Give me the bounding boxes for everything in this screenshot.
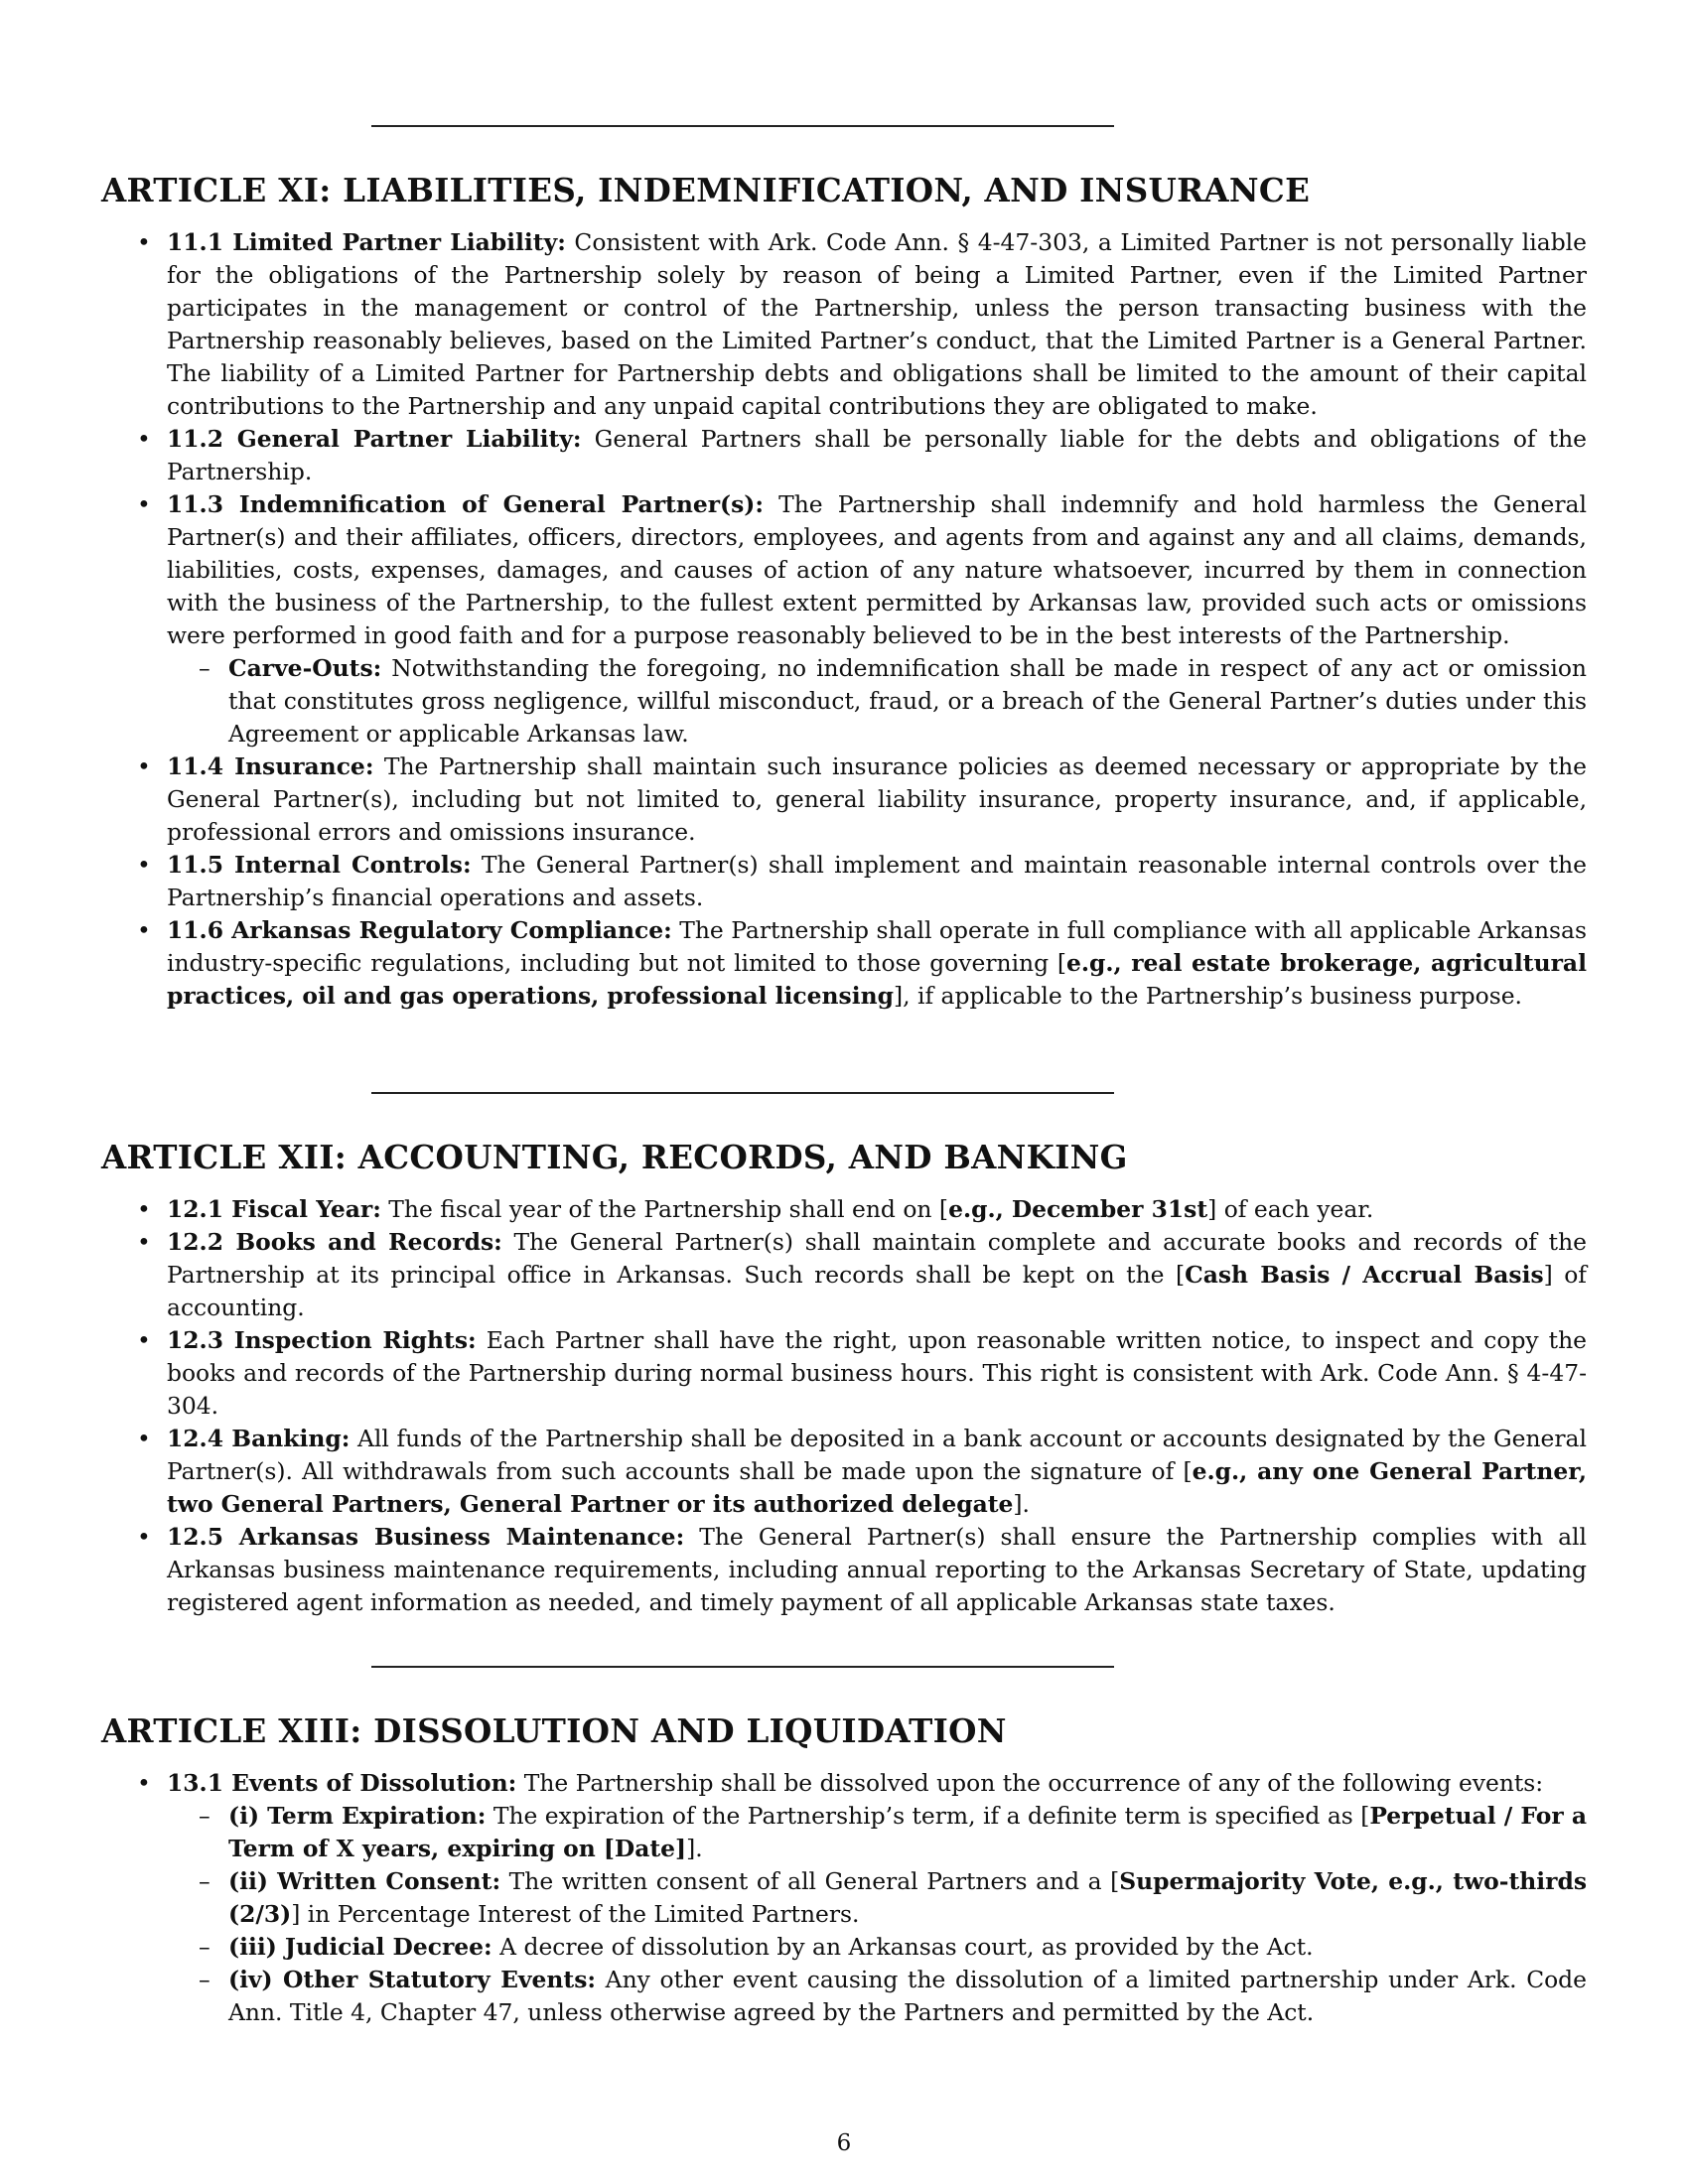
clause-11-3-carve-outs: – Carve-Outs: Notwithstanding the foregoing, no indemnification shall be made in respect of any act or omission that constitutes gross negligence, willful misconduct, fraud, or a breach of the General Partner’s duties under this Agreement or applicable Arkansas law. (101, 652, 1587, 751)
clause-12-2: • 12.2 Books and Records: The General Partner(s) shall maintain complete and accurate books and records of the Partnership at its principal office in Arkansas. Such records shall be kept on the [Cash Basis / Accrual Basis] of accounting. (101, 1226, 1587, 1324)
article-13-body (101, 1767, 1587, 2029)
clause-13-1-iv: – (iv) Other Statutory Events: Any other event causing the dissolution of a limited partnership under Ark. Code Ann. Title 4, Chapter 47, unless otherwise agreed by the Partners and permitted by the Act. (101, 1964, 1587, 2029)
article-11-body (101, 226, 1587, 1013)
article-11-heading: ARTICLE XI: LIABILITIES, INDEMNIFICATION, AND INSURANCE (101, 171, 1311, 209)
clause-13-1-i: – (i) Term Expiration: The expiration of the Partnership’s term, if a definite term is specified as [Perpetual / For a Term of X years, expiring on [Date]]. (101, 1800, 1587, 1865)
clause-11-6: • 11.6 Arkansas Regulatory Compliance: The Partnership shall operate in full compliance with all applicable Arkansas industry-specific regulations, including but not limited to those governing [e.g., real estate brokerage, agricultural practices, oil and gas operations, professional licensing], if applicable to the Partnership’s business purpose. (101, 914, 1587, 1013)
clause-12-4: • 12.4 Banking: All funds of the Partnership shall be deposited in a bank account or accounts designated by the General Partner(s). All withdrawals from such accounts shall be made upon the signature of [e.g., any one General Partner, two General Partners, General Partner or its authorized delegate]. (101, 1423, 1587, 1521)
clause-11-5: • 11.5 Internal Controls: The General Partner(s) shall implement and maintain reasonable internal controls over the Partnership’s financial operations and assets. (101, 849, 1587, 914)
article-12-heading: ARTICLE XII: ACCOUNTING, RECORDS, AND BANKING (101, 1138, 1128, 1176)
article-12-body (101, 1193, 1587, 1619)
clause-11-1: • 11.1 Limited Partner Liability: Consistent with Ark. Code Ann. § 4-47-303, a Limited Partner is not personally liable for the obligations of the Partnership solely by reason of being a Limited Partner, even if the Limited Partner participates in the management or control of the Partnership, unless the person transacting business with the Partnership reasonably believes, based on the Limited Partner’s conduct, that the Limited Partner is a General Partner. The liability of a Limited Partner for Partnership debts and obligations shall be limited to the amount of their capital contributions to the Partnership and any unpaid capital contributions they are obligated to make. (101, 226, 1587, 423)
clause-13-1-iii: – (iii) Judicial Decree: A decree of dissolution by an Arkansas court, as provided by the Act. (101, 1931, 1587, 1964)
section-divider (371, 1666, 1114, 1668)
clause-11-3: • 11.3 Indemnification of General Partner(s): The Partnership shall indemnify and hold harmless the General Partner(s) and their affiliates, officers, directors, employees, and agents from and against any and all claims, demands, liabilities, costs, expenses, damages, and causes of action of any nature whatsoever, incurred by them in connection with the business of the Partnership, to the fullest extent permitted by Arkansas law, provided such acts or omissions were performed in good faith and for a purpose reasonably believed to be in the best interests of the Partnership. (101, 488, 1587, 652)
section-divider (371, 125, 1114, 127)
article-13-heading: ARTICLE XIII: DISSOLUTION AND LIQUIDATION (101, 1711, 1007, 1750)
section-divider (371, 1092, 1114, 1094)
page-number: 6 (836, 2130, 852, 2156)
clause-13-1: • 13.1 Events of Dissolution: The Partnership shall be dissolved upon the occurrence of any of the following events: (101, 1767, 1587, 1800)
clause-11-4: • 11.4 Insurance: The Partnership shall maintain such insurance policies as deemed necessary or appropriate by the General Partner(s), including but not limited to, general liability insurance, property insurance, and, if applicable, professional errors and omissions insurance. (101, 751, 1587, 849)
clause-13-1-ii: – (ii) Written Consent: The written consent of all General Partners and a [Supermajority Vote, e.g., two-thirds (2/3)] in Percentage Interest of the Limited Partners. (101, 1865, 1587, 1931)
clause-12-1: • 12.1 Fiscal Year: The fiscal year of the Partnership shall end on [e.g., December 31st] of each year. (101, 1193, 1587, 1226)
clause-12-5: • 12.5 Arkansas Business Maintenance: The General Partner(s) shall ensure the Partnership complies with all Arkansas business maintenance requirements, including annual reporting to the Arkansas Secretary of State, updating registered agent information as needed, and timely payment of all applicable Arkansas state taxes. (101, 1521, 1587, 1619)
clause-11-2: • 11.2 General Partner Liability: General Partners shall be personally liable for the debts and obligations of the Partnership. (101, 423, 1587, 488)
clause-12-3: • 12.3 Inspection Rights: Each Partner shall have the right, upon reasonable written notice, to inspect and copy the books and records of the Partnership during normal business hours. This right is consistent with Ark. Code Ann. § 4-47-304. (101, 1324, 1587, 1423)
